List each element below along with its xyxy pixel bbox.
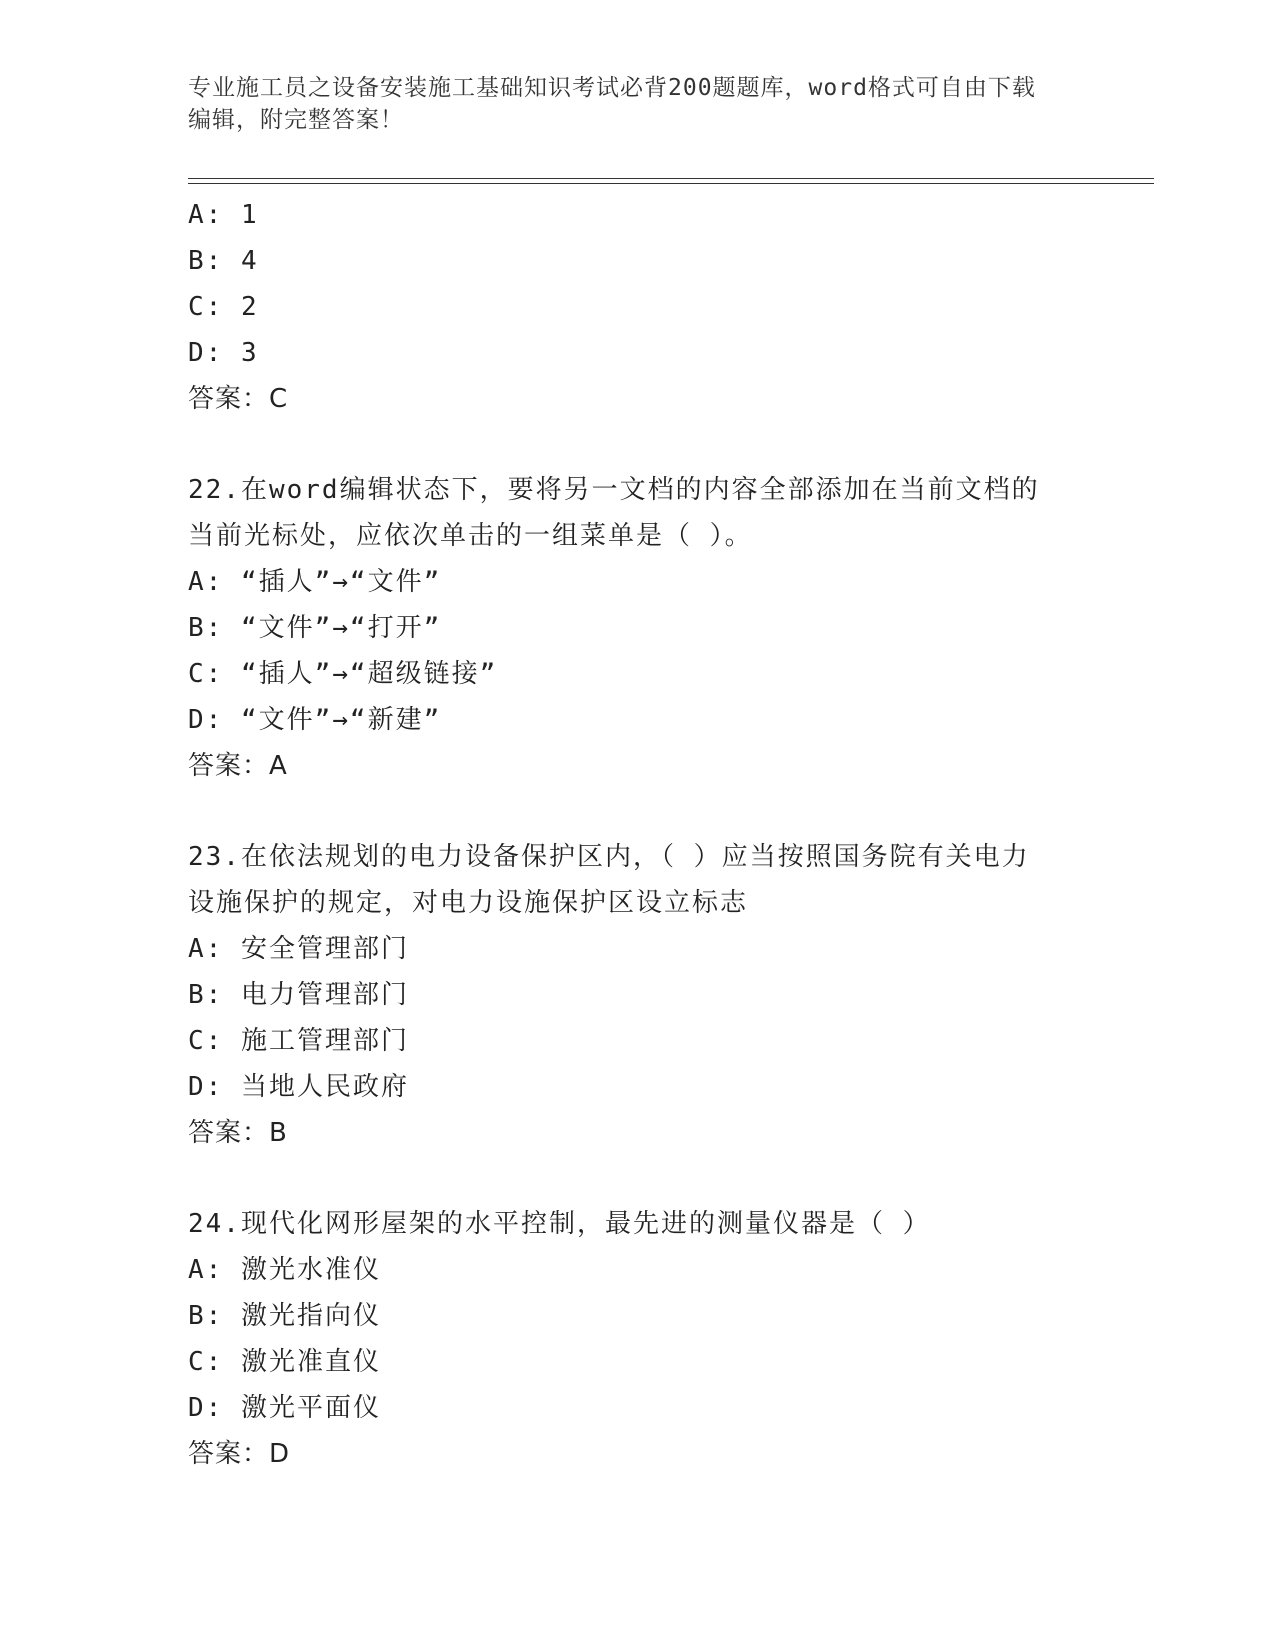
option-b: B: 电力管理部门 (188, 980, 409, 1010)
question-21 (188, 192, 1088, 422)
option-a: A: “插人”→“文件” (188, 567, 442, 597)
question-22 (188, 467, 1088, 789)
question-stem: 24.现代化网形屋架的水平控制，最先进的测量仪器是（ ） (188, 1209, 931, 1239)
option-a: A: 安全管理部门 (188, 934, 409, 964)
option-d: D: 激光平面仪 (188, 1393, 381, 1423)
option-c: C: 施工管理部门 (188, 1026, 409, 1056)
header-line-2: 编辑，附完整答案！ (188, 107, 404, 133)
option-b: B: 激光指向仪 (188, 1301, 381, 1331)
option-a: A: 1 (188, 200, 259, 230)
answer: 答案：D (188, 1439, 291, 1469)
option-d: D: 当地人民政府 (188, 1072, 409, 1102)
question-stem-continued: 当前光标处，应依次单击的一组菜单是（ ）。 (188, 521, 753, 551)
header-divider-bottom (188, 183, 1154, 184)
option-b: B: 4 (188, 246, 259, 276)
answer: 答案：C (188, 384, 289, 414)
question-stem: 22.在word编辑状态下，要将另一文档的内容全部添加在当前文档的 (188, 475, 1040, 505)
question-stem: 23.在依法规划的电力设备保护区内，（ ）应当按照国务院有关电力 (188, 842, 1030, 872)
header-divider-top (188, 178, 1154, 179)
option-a: A: 激光水准仪 (188, 1255, 381, 1285)
option-d: D: 3 (188, 338, 259, 368)
option-c: C: 2 (188, 292, 259, 322)
header-line-1: 专业施工员之设备安装施工基础知识考试必背200题题库，word格式可自由下载 (188, 75, 1036, 101)
option-b: B: “文件”→“打开” (188, 613, 442, 643)
question-list (188, 192, 1088, 1477)
option-c: C: 激光准直仪 (188, 1347, 381, 1377)
option-c: C: “插人”→“超级链接” (188, 659, 498, 689)
option-d: D: “文件”→“新建” (188, 705, 442, 735)
answer: 答案：B (188, 1118, 288, 1148)
question-24 (188, 1201, 1088, 1477)
document-header (188, 72, 1088, 136)
question-23 (188, 834, 1088, 1156)
question-stem-continued: 设施保护的规定，对电力设施保护区设立标志 (188, 888, 749, 918)
answer: 答案：A (188, 751, 288, 781)
